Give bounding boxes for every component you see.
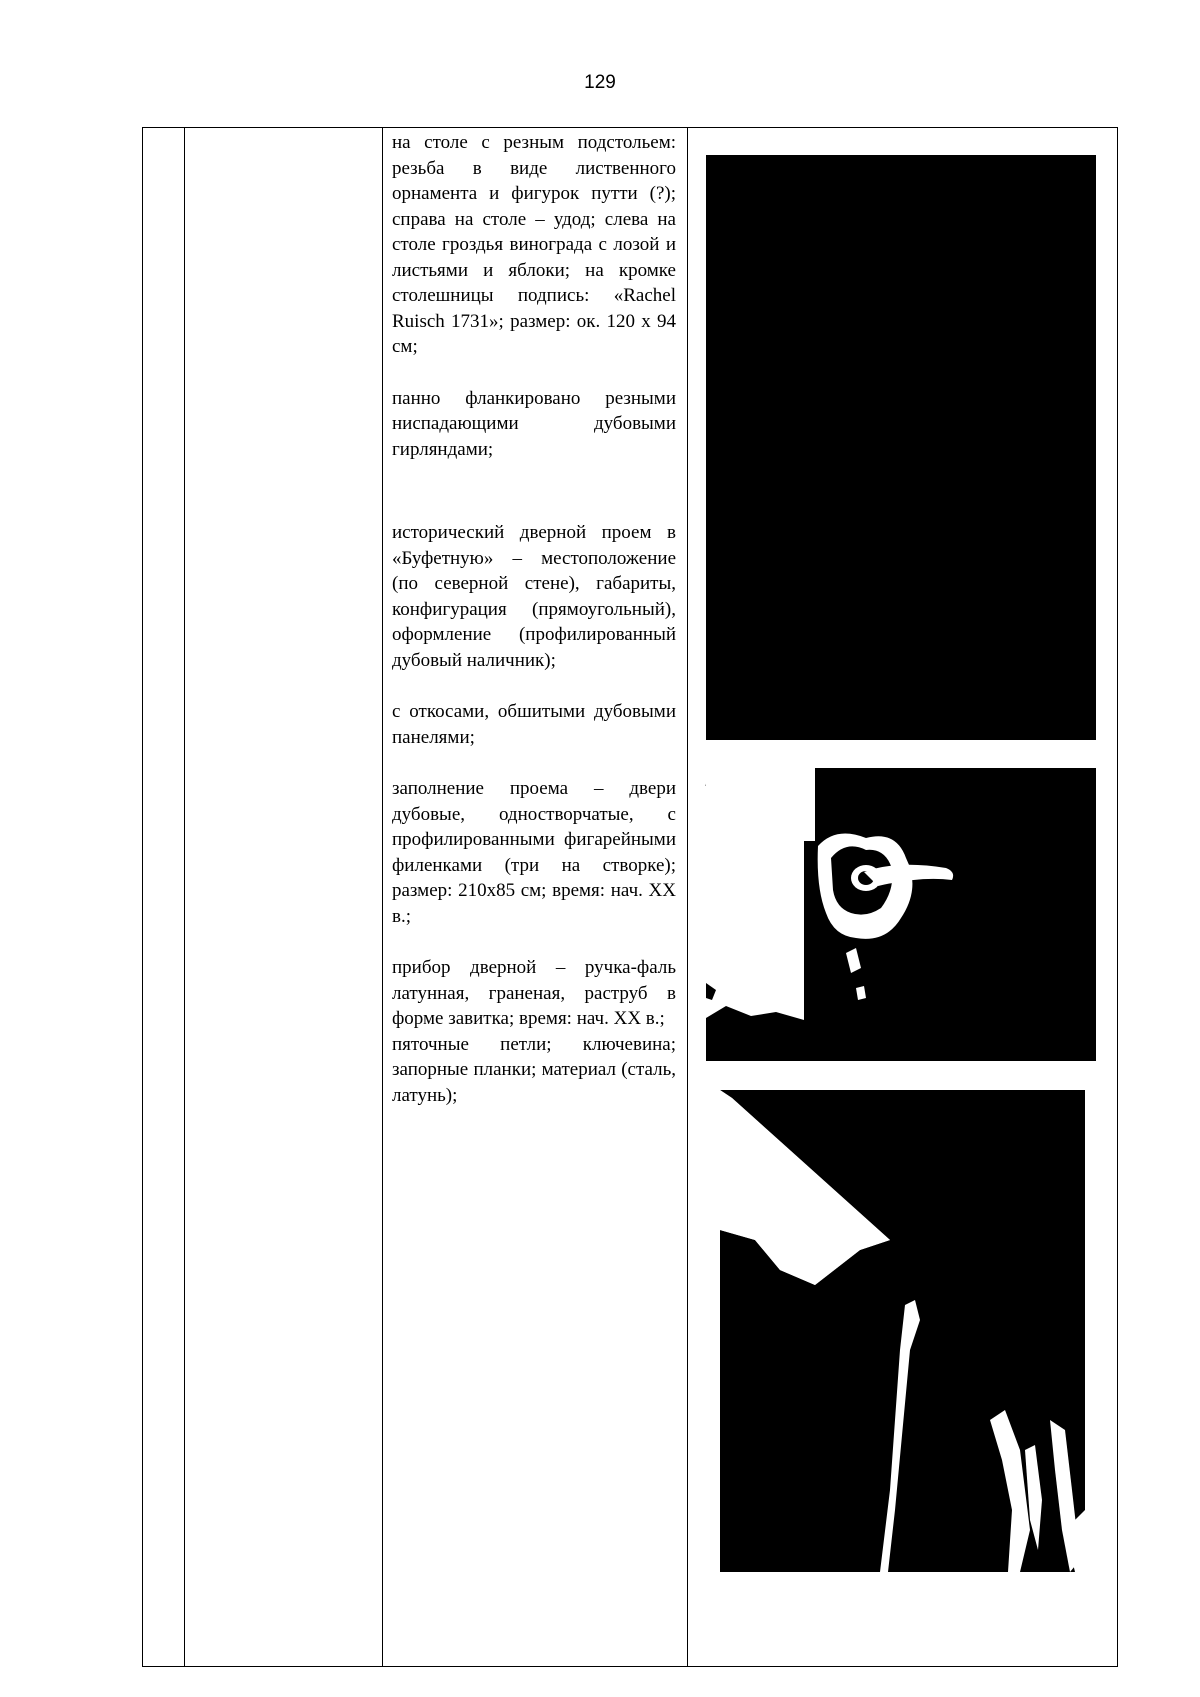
page-number: 129 <box>584 72 616 93</box>
photo-door-handle <box>706 768 1096 1061</box>
column-divider-1 <box>184 127 185 1667</box>
column-divider-2 <box>382 127 383 1667</box>
text-block-door-handle: прибор дверной – ручка-фаль латунная, граненая, раструб в форме завитка; время: нач. XX в.; <box>392 957 676 1029</box>
photo-painting-panel <box>706 155 1096 740</box>
text-block-reveals: с откосами, обшитыми дубовыми панелями; <box>392 701 676 748</box>
text-block-painting: на столе с резным подстольем: резьба в виде лиственного орнамента и фигурок путти (?); справа на столе – удод; слева на столе гроздья винограда с лозой и листьями и яблоки; на кромке столешницы подпись: «Rachel Ruisch 1731»; размер: ок. 120 х 94 см; <box>392 132 676 357</box>
text-block-doorway: исторический дверной проем в «Буфетную» – местоположение (по северной стене), габариты, конфигурация (прямоугольный), оформление (профилированный дубовый наличник); <box>392 522 676 671</box>
description-column <box>392 130 676 1108</box>
text-block-garlands: панно фланкировано резными ниспадающими дубовыми гирляндами; <box>392 387 676 460</box>
door-detail-image <box>720 1090 1085 1572</box>
column-divider-3 <box>687 127 688 1667</box>
text-block-hardware: пяточные петли; ключевина; запорные планки; материал (сталь, латунь); <box>392 1033 676 1106</box>
door-handle-image <box>706 768 1096 1061</box>
photo-door-detail <box>720 1090 1085 1572</box>
text-block-door-leaf: заполнение проема – двери дубовые, одностворчатые, с профилированными фигарейными филенками (три на створке); размер: 210х85 см; время: нач. XX в.; <box>392 778 676 927</box>
